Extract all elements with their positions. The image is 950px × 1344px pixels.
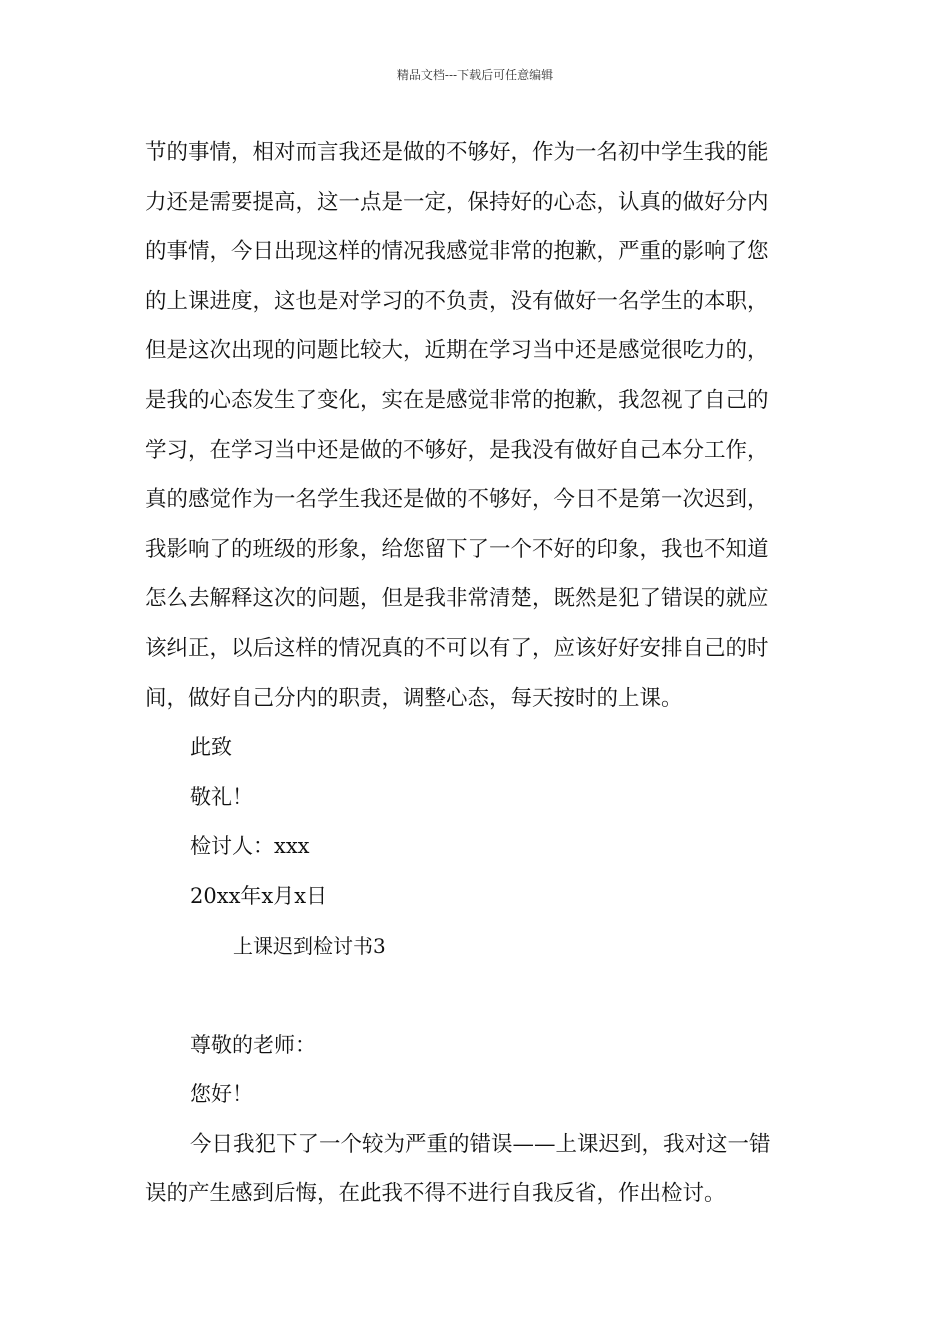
text-line: 节的事情，相对而言我还是做的不够好，作为一名初中学生我的能 (145, 140, 769, 165)
text-line: 误的产生感到后悔，在此我不得不进行自我反省，作出检讨。 (145, 1181, 726, 1207)
section-title: 上课迟到检讨书3 (233, 933, 386, 958)
closing-salute: 此致 (190, 735, 232, 760)
document-body (145, 128, 810, 1219)
greeting: 尊敬的老师： (190, 1032, 316, 1057)
letter-paragraph (145, 128, 810, 723)
text-line: 真的感觉作为一名学生我还是做的不够好，今日不是第一次迟到， (145, 487, 769, 513)
text-line: 怎么去解释这次的问题，但是我非常清楚，既然是犯了错误的就应 (145, 586, 769, 612)
letter-paragraph-2 (145, 1120, 810, 1219)
blank-line (145, 971, 810, 1021)
page-header: 精品文档---下载后可任意编辑 (396, 68, 554, 82)
text-line: 是我的心态发生了变化，实在是感觉非常的抱歉，我忽视了自己的 (145, 387, 769, 413)
greeting-hello: 您好！ (190, 1082, 253, 1107)
signature-date: 20xx年x月x日 (190, 883, 328, 908)
text-line: 力还是需要提高，这一点是一定，保持好的心态，认真的做好分内 (145, 189, 769, 215)
text-line: 该纠正，以后这样的情况真的不可以有了，应该好好安排自己的时 (145, 635, 769, 661)
signature-author: 检讨人：xxx (190, 834, 310, 859)
text-line: 我影响了的班级的形象，给您留下了一个不好的印象，我也不知道 (145, 536, 769, 562)
text-line: 但是这次出现的问题比较大，近期在学习当中还是感觉很吃力的， (145, 338, 769, 364)
closing-respect: 敬礼！ (190, 784, 253, 809)
text-line: 的事情，今日出现这样的情况我感觉非常的抱歉，严重的影响了您 (145, 239, 769, 265)
text-line: 的上课进度，这也是对学习的不负责，没有做好一名学生的本职， (145, 288, 769, 314)
text-line: 今日我犯下了一个较为严重的错误——上课迟到，我对这一错 (190, 1131, 771, 1157)
text-line: 间，做好自己分内的职责，调整心态，每天按时的上课。 (145, 685, 683, 711)
text-line: 学习，在学习当中还是做的不够好，是我没有做好自己本分工作， (145, 437, 769, 463)
